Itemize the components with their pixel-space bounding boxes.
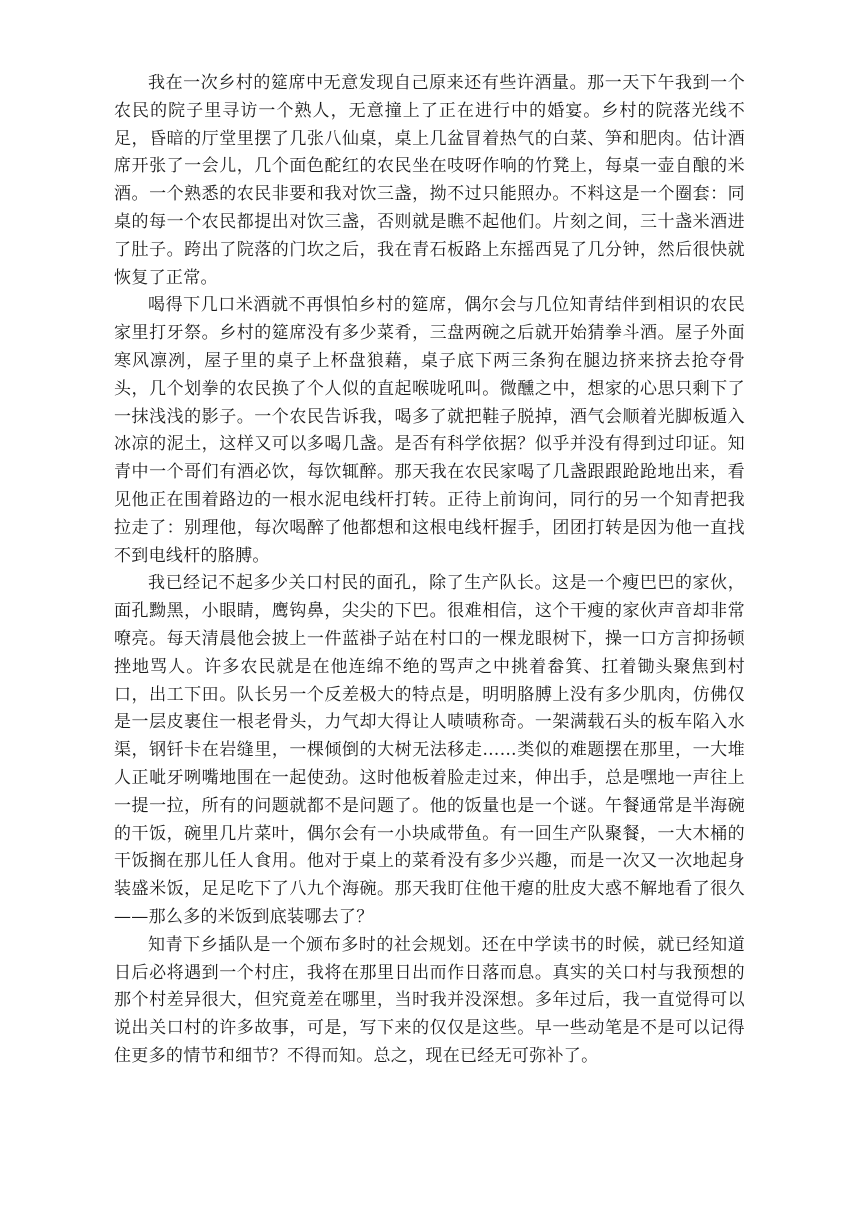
paragraph-2: 喝得下几口米酒就不再惧怕乡村的筵席，偶尔会与几位知青结伴到相识的农民家里打牙祭。乡村的筵席没有多少菜肴，三盘两碗之后就开始猜拳斗酒。屋子外面寒风凛冽，屋子里的桌子上杯盘狼藉，桌子底下两三条狗在腿边挤来挤去抢夺骨头，几个划拳的农民换了个人似的直起喉咙吼叫。微醺之中，想家的心思只剩下了一抹浅浅的影子。一个农民告诉我，喝多了就把鞋子脱掉，酒气会顺着光脚板遁入冰凉的泥土，这样又可以多喝几盏。是否有科学依据？似乎并没有得到过印证。知青中一个哥们有酒必饮，每饮辄醉。那天我在农民家喝了几盏跟跟跄跄地出来，看见他正在围着路边的一根水泥电线杆打转。正待上前询问，同行的另一个知青把我拉走了：别理他，每次喝醉了他都想和这根电线杆握手，团团打转是因为他一直找不到电线杆的胳膊。 — [114, 295, 745, 566]
paragraph-4: 知青下乡插队是一个颁布多时的社会规划。还在中学读书的时候，就已经知道日后必将遇到一个村庄，我将在那里日出而作日落而息。真实的关口村与我预想的那个村差异很大，但究竟差在哪里，当时我并没深想。多年过后，我一直觉得可以说出关口村的许多故事，可是，写下来的仅仅是这些。早一些动笔是不是可以记得住更多的情节和细节？不得而知。总之，现在已经无可弥补了。 — [114, 934, 745, 1066]
paragraph-1: 我在一次乡村的筵席中无意发现自己原来还有些许酒量。那一天下午我到一个农民的院子里寻访一个熟人，无意撞上了正在进行中的婚宴。乡村的院落光线不足，昏暗的厅堂里摆了几张八仙桌，桌上几盆冒着热气的白菜、笋和肥肉。估计酒席开张了一会儿，几个面色酡红的农民坐在吱呀作响的竹凳上，每桌一壶自酿的米酒。一个熟悉的农民非要和我对饮三盏，拗不过只能照办。不料这是一个圈套：同桌的每一个农民都提出对饮三盏，否则就是瞧不起他们。片刻之间，三十盏米酒进了肚子。跨出了院落的门坎之后，我在青石板路上东摇西晃了几分钟，然后很快就恢复了正常。 — [114, 73, 745, 288]
document-page — [114, 70, 745, 1071]
paragraph-3: 我已经记不起多少关口村民的面孔，除了生产队长。这是一个瘦巴巴的家伙，面孔黝黑，小眼睛，鹰钩鼻，尖尖的下巴。很难相信，这个干瘦的家伙声音却非常嘹亮。每天清晨他会披上一件蓝褂子站在村口的一棵龙眼树下，操一口方言抑扬顿挫地骂人。许多农民就是在他连绵不绝的骂声之中挑着畚箕、扛着锄头聚焦到村口，出工下田。队长另一个反差极大的特点是，明明胳膊上没有多少肌肉，仿佛仅是一层皮裹住一根老骨头，力气却大得让人啧啧称奇。一架满载石头的板车陷入水渠，钢钎卡在岩缝里，一棵倾倒的大树无法移走……类似的难题摆在那里，一大堆人正呲牙咧嘴地围在一起使劲。这时他板着脸走过来，伸出手，总是嘿地一声往上一提一拉，所有的问题就都不是问题了。他的饭量也是一个谜。午餐通常是半海碗的干饭，碗里几片菜叶，偶尔会有一小块咸带鱼。有一回生产队聚餐，一大木桶的干饭搁在那儿任人食用。他对于桌上的菜肴没有多少兴趣，而是一次又一次地起身装盛米饭，足足吃下了八九个海碗。那天我盯住他干瘪的肚皮大惑不解地看了很久——那么多的米饭到底装哪去了？ — [114, 573, 745, 927]
